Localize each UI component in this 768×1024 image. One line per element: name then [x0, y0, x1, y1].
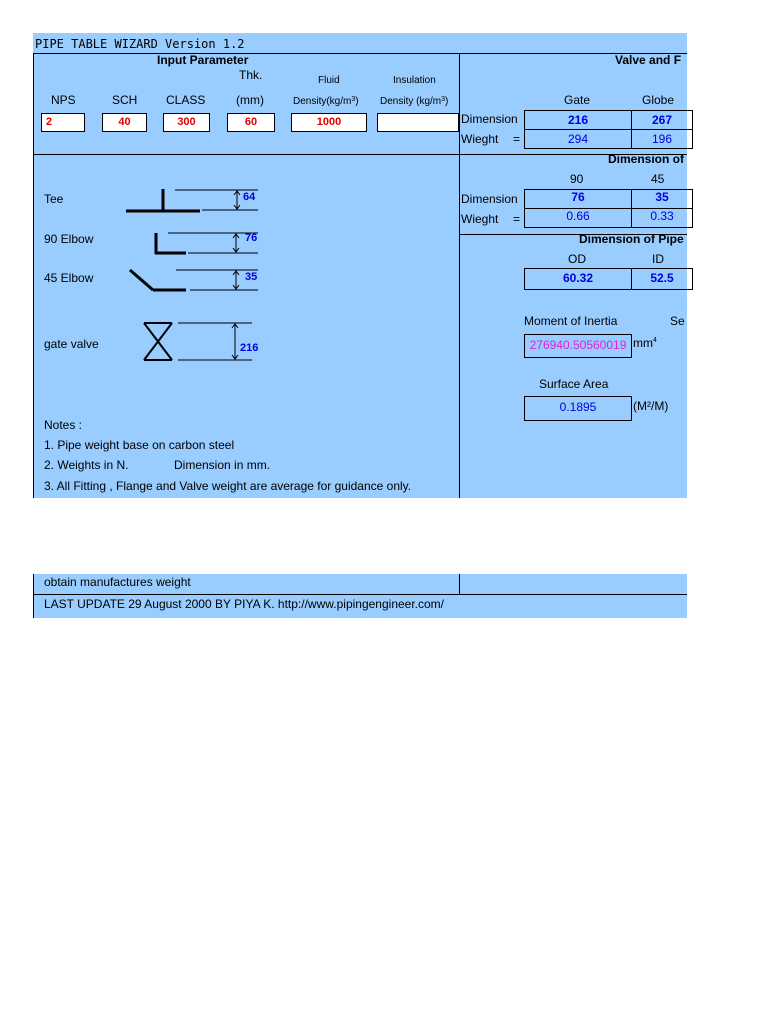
sch-input[interactable]: 40: [102, 113, 147, 132]
fluid-label: Fluid: [318, 75, 340, 86]
insulation-label: Insulation: [393, 75, 436, 86]
pipe-col-od: OD: [568, 252, 586, 266]
thk-label: Thk.: [239, 68, 263, 82]
footer-note: obtain manufactures weight: [44, 575, 191, 589]
insulation-density-input[interactable]: [377, 113, 459, 132]
elbow-row-weight-eq: =: [513, 212, 521, 226]
input-parameter-header: Input Parameter: [157, 53, 249, 67]
insulation-density-label: Density $(kg/m^3)$: [380, 96, 449, 107]
valve-row-weight-eq: =: [513, 132, 521, 146]
app-title: PIPE TABLE WIZARD Version 1.2: [35, 37, 245, 51]
note-2-weights: 2. Weights in N.: [44, 458, 129, 472]
fluid-density-input[interactable]: 1000: [291, 113, 367, 132]
thickness-input[interactable]: 60: [227, 113, 275, 132]
valve-col-globe: Globe: [642, 93, 675, 107]
elbow90-diagram: [150, 228, 300, 258]
surface-area-value: 0.1895: [524, 396, 632, 421]
moment-of-inertia-label: Moment of Inertia: [524, 314, 618, 328]
gate-valve-label: gate valve: [44, 337, 99, 351]
elbow90-label: 90 Elbow: [44, 232, 94, 246]
sch-label: SCH: [112, 93, 138, 107]
elbow-col-45: 45: [651, 172, 665, 186]
valve-globe-weight: 196: [631, 129, 693, 149]
valve-row-dimension: Dimension: [461, 112, 518, 126]
elbow90-dimension: 76: [245, 232, 258, 244]
elbow-row-weight: Wieght: [461, 212, 499, 226]
nps-input[interactable]: 2: [41, 113, 85, 132]
footer-left-border: [33, 574, 34, 618]
gate-valve-dimension: 216: [240, 342, 259, 354]
note-3: 3. All Fitting , Flange and Valve weight are average for guidance only.: [44, 479, 412, 493]
pipe-col-id: ID: [652, 252, 664, 266]
tee-dimension: 64: [243, 191, 256, 203]
elbow-row-dimension: Dimension: [461, 192, 518, 206]
left-border: [33, 53, 34, 498]
surface-area-unit: (M²/M): [633, 399, 669, 413]
input-section-divider: [33, 154, 460, 155]
valve-col-gate: Gate: [564, 93, 591, 107]
elbow45-label: 45 Elbow: [44, 271, 94, 285]
valve-gate-weight: 294: [524, 129, 632, 149]
footer-divider: [33, 594, 687, 595]
elbow90-weight-value: 0.66: [524, 208, 632, 228]
pipe-section-header: Dimension of Pipe: [579, 232, 684, 246]
valve-row-weight: Wieght: [461, 132, 499, 146]
tee-label: Tee: [44, 192, 64, 206]
note-1: 1. Pipe weight base on carbon steel: [44, 438, 235, 452]
section-modulus-label: Se: [670, 314, 685, 328]
moment-unit: $mm^4$: [633, 336, 657, 350]
elbow-col-90: 90: [570, 172, 584, 186]
center-divider: [459, 53, 460, 498]
elbow-section-header: Dimension of: [608, 152, 685, 166]
pipe-id-value: 52.5: [631, 268, 693, 290]
title-divider: [33, 53, 687, 54]
elbow45-dimension: 35: [245, 271, 258, 283]
elbow45-weight-value: 0.33: [631, 208, 693, 228]
moment-of-inertia-value: 276940.50560019: [524, 334, 632, 358]
class-label: CLASS: [166, 93, 206, 107]
elbow90-dimension-value: 76: [524, 189, 632, 209]
elbow45-dimension-value: 35: [631, 189, 693, 209]
valve-globe-dimension: 267: [631, 110, 693, 130]
footer-center-divider: [459, 574, 460, 594]
fluid-density-label: $Density(kg/m^3)$: [293, 96, 359, 107]
nps-label: NPS: [51, 93, 76, 107]
class-input[interactable]: 300: [163, 113, 210, 132]
valve-section-header: Valve and F: [615, 53, 682, 67]
pipe-od-value: 60.32: [524, 268, 632, 290]
valve-gate-dimension: 216: [524, 110, 632, 130]
thk-unit-label: (mm): [236, 93, 264, 107]
surface-area-label: Surface Area: [539, 377, 609, 391]
footer-last-update: LAST UPDATE 29 August 2000 BY PIYA K. http://www.pipingengineer.com/: [44, 597, 445, 611]
note-2-dimension: Dimension in mm.: [174, 458, 271, 472]
notes-heading: Notes :: [44, 418, 83, 432]
